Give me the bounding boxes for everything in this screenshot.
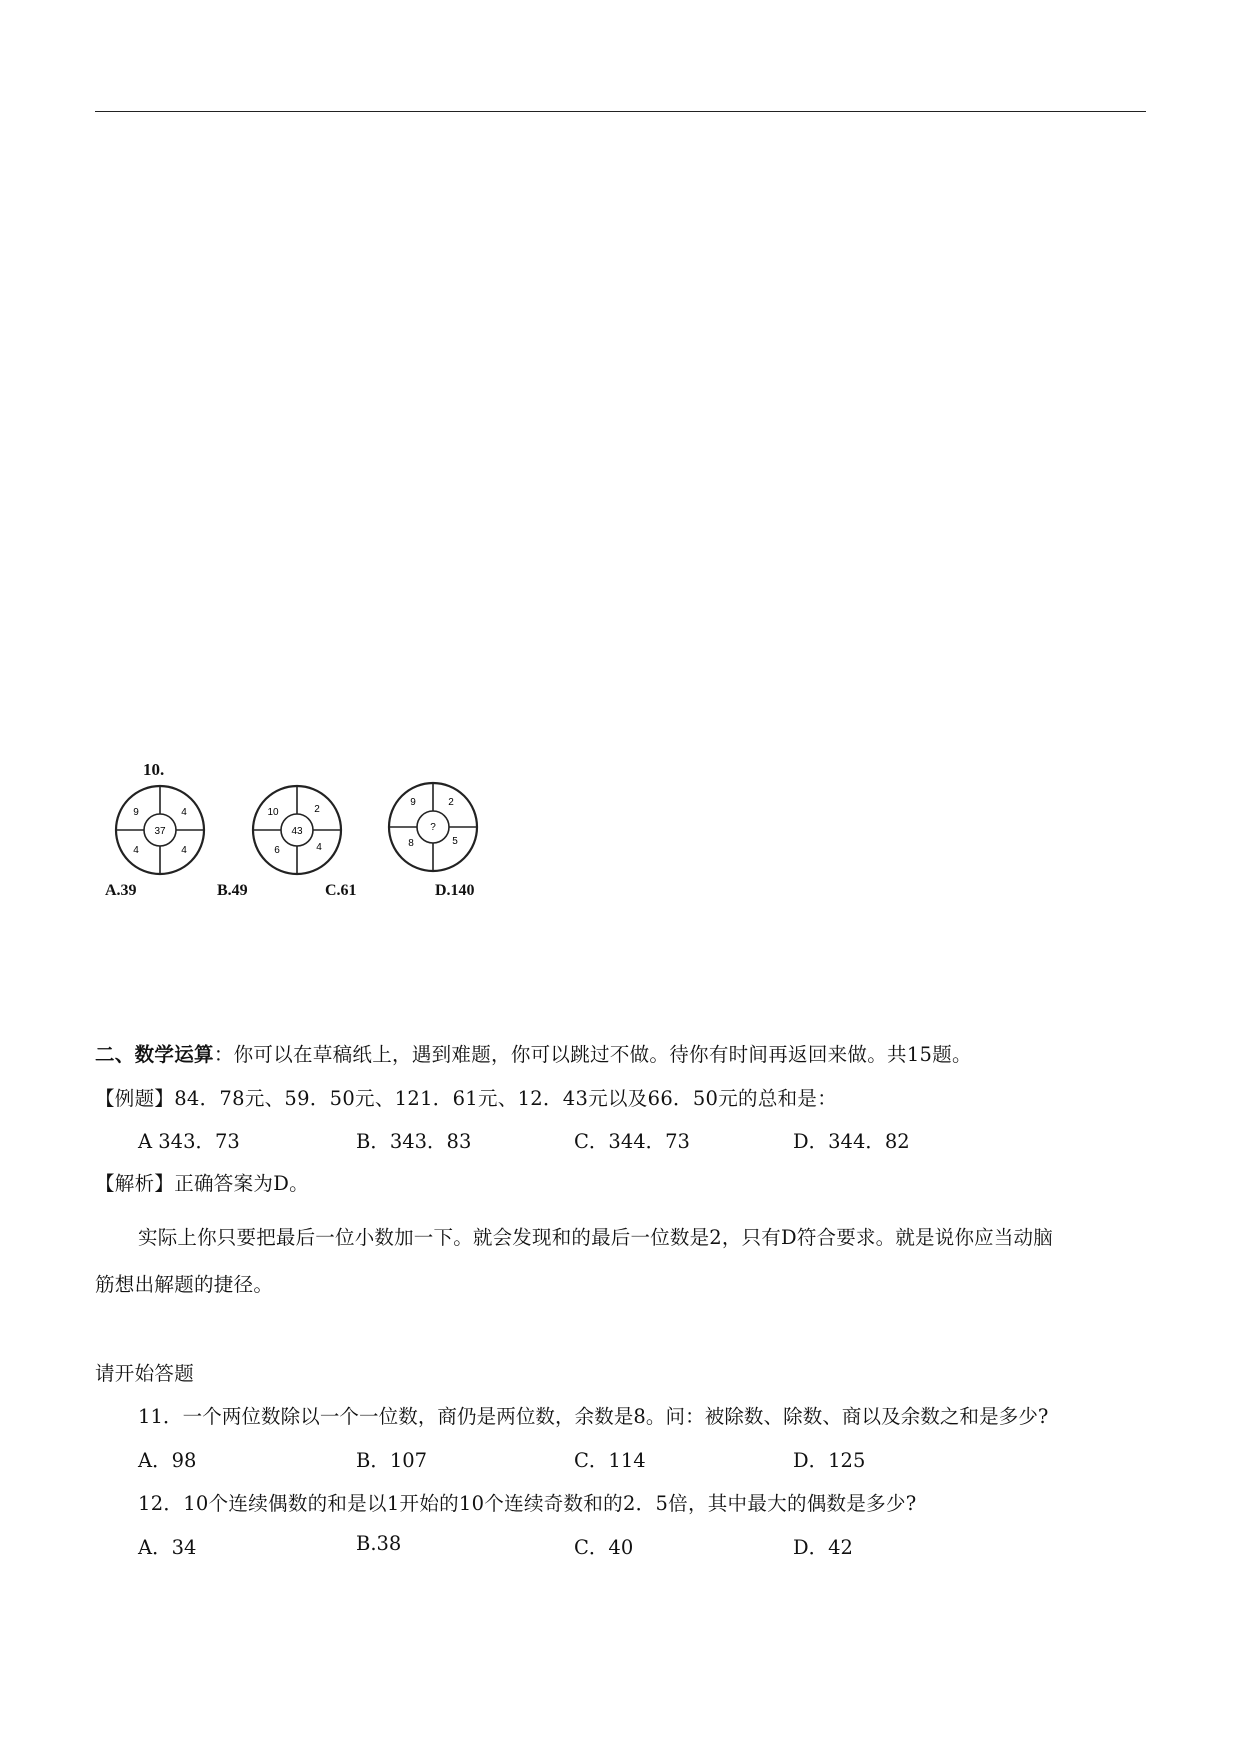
- example-analysis-label: 【解析】正确答案为D。: [95, 1172, 309, 1195]
- figure-2-bottom-right: 4: [316, 842, 322, 853]
- question-10-option-b: B.49: [217, 882, 248, 899]
- example-analysis-line-1: 实际上你只要把最后一位小数加一下。就会发现和的最后一位数是2，只有D符合要求。就是说你应当动脑: [138, 1226, 1053, 1249]
- example-option-c: C．344．73: [574, 1130, 690, 1153]
- example-stem: 【例题】84．78元、59．50元、121．61元、12．43元以及66．50元的总和是：: [95, 1087, 838, 1110]
- question-12-option-a: A．34: [138, 1536, 197, 1559]
- figure-3-top-right: 2: [448, 797, 454, 808]
- question-12-option-c: C．40: [574, 1536, 634, 1559]
- figure-3-top-left: 9: [410, 797, 416, 808]
- figure-2-top-right: 2: [314, 804, 320, 815]
- question-11-option-d: D．125: [793, 1449, 866, 1472]
- section-2-heading: 二、数学运算: [95, 1043, 214, 1066]
- figure-2-top-left: 10: [267, 807, 279, 818]
- figure-1-top-right: 4: [181, 807, 187, 818]
- question-11-option-c: C．114: [574, 1449, 646, 1472]
- question-10-option-d: D.140: [435, 882, 475, 899]
- question-10-option-a: A.39: [105, 882, 137, 899]
- figure-3-center: ?: [430, 822, 436, 833]
- question-12-option-d: D．42: [793, 1536, 853, 1559]
- question-12-option-b: B.38: [356, 1532, 402, 1555]
- question-12-stem: 12．10个连续偶数的和是以1开始的10个连续奇数和的2．5倍，其中最大的偶数是多少?: [138, 1492, 917, 1515]
- figure-3-bottom-left: 8: [408, 838, 414, 849]
- section-2-header: [95, 1039, 972, 1067]
- example-analysis-line-2: 筋想出解题的捷径。: [95, 1273, 274, 1296]
- figure-3: [389, 783, 477, 871]
- figure-1-center: 37: [154, 826, 166, 837]
- start-prompt: 请开始答题: [95, 1362, 195, 1385]
- figure-1-bottom-right: 4: [181, 845, 187, 856]
- figure-2-bottom-left: 6: [274, 845, 280, 856]
- question-10-option-c: C.61: [325, 882, 357, 899]
- figure-2-center: 43: [291, 826, 303, 837]
- question-11-option-b: B．107: [356, 1449, 428, 1472]
- figure-3-bottom-right: 5: [452, 836, 458, 847]
- example-option-b: B．343．83: [356, 1130, 472, 1153]
- figure-2: [253, 786, 341, 874]
- question-11-option-a: A．98: [138, 1449, 197, 1472]
- question-10-figures: [110, 780, 490, 880]
- figure-1-bottom-left: 4: [133, 845, 139, 856]
- section-2-intro: ：你可以在草稿纸上，遇到难题，你可以跳过不做。待你有时间再返回来做。共15题。: [213, 1043, 972, 1066]
- question-11-stem: 11．一个两位数除以一个一位数，商仍是两位数，余数是8。问：被除数、除数、商以及余数之和是多少?: [138, 1405, 1049, 1428]
- figure-1-top-left: 9: [133, 807, 139, 818]
- example-option-d: D．344．82: [793, 1130, 910, 1153]
- header-rule: [95, 111, 1146, 112]
- figure-1: [116, 786, 204, 874]
- question-10-number: 10.: [143, 760, 165, 779]
- example-option-a: A 343．73: [138, 1130, 240, 1153]
